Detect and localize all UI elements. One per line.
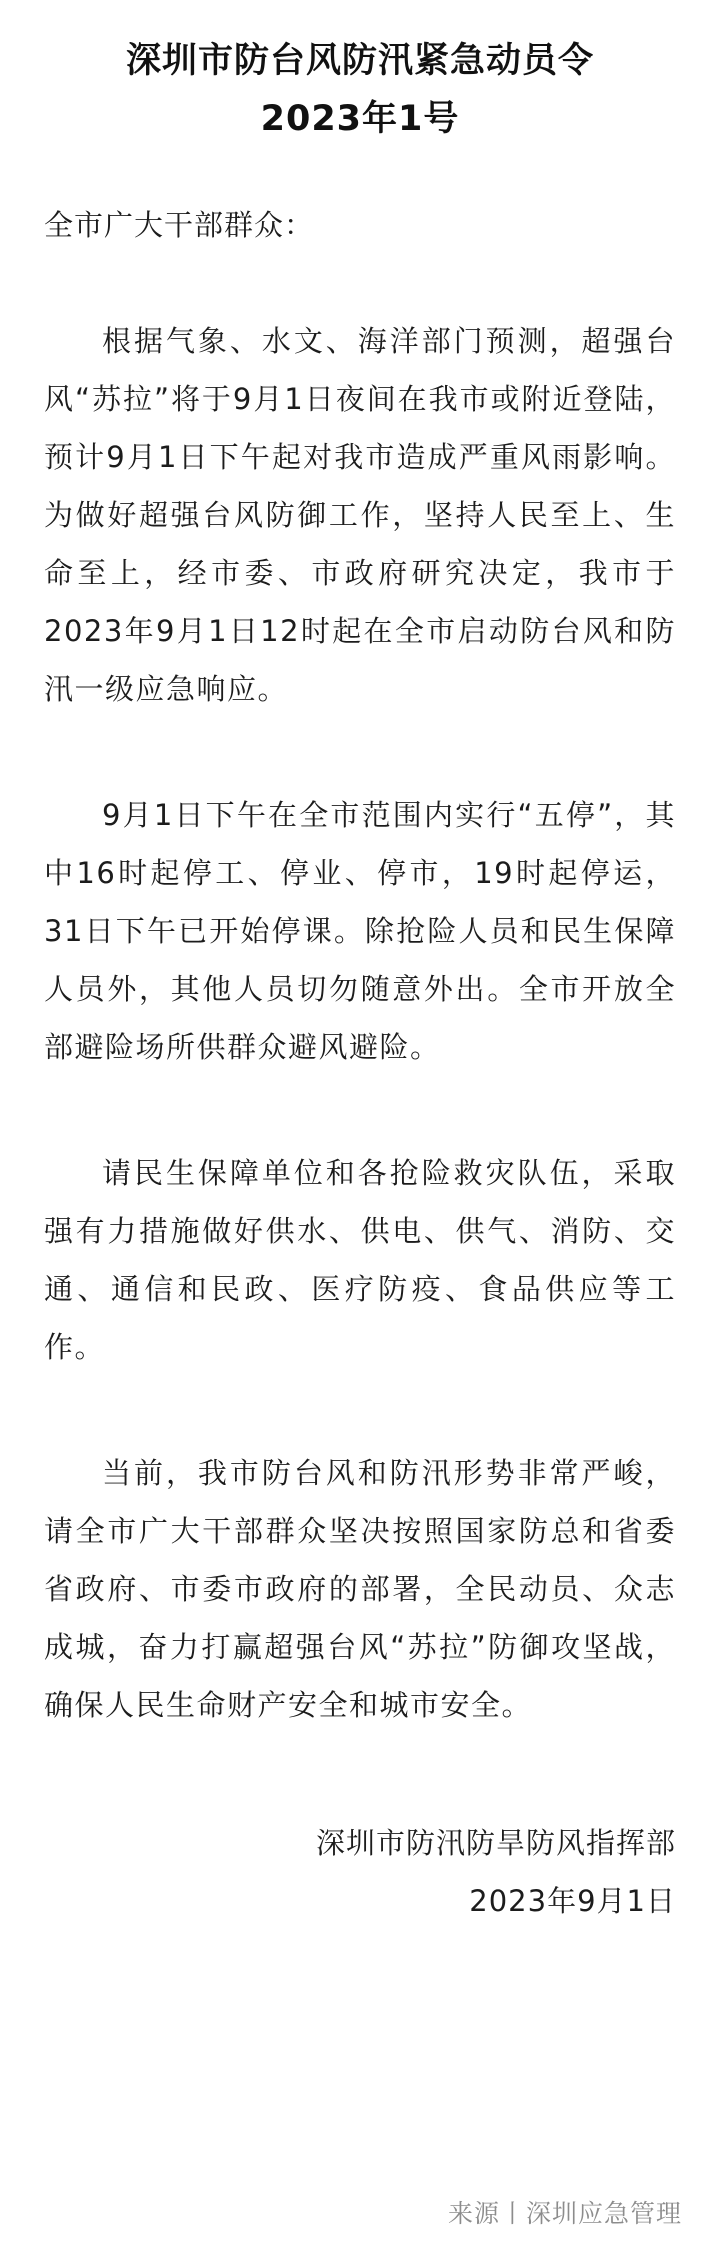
document-title: 深圳市防台风防汛紧急动员令 bbox=[125, 41, 594, 81]
document-number: 2023年1号 bbox=[260, 99, 460, 139]
signature-date: 2023年9月1日 bbox=[469, 1884, 676, 1918]
title-block bbox=[44, 0, 676, 148]
paragraph-2: 9月1日下午在全市范围内实行“五停”，其中16时起停工、停业、停市，19时起停运，31日下午已开始停课。除抢险人员和民生保障人员外，其他人员切勿随意外出。全市开放全部避险场所供群众避风避险。 bbox=[44, 798, 676, 1064]
paragraph-1: 根据气象、水文、海洋部门预测，超强台风“苏拉”将于9月1日夜间在我市或附近登陆，预计9月1日下午起对我市造成严重风雨影响。为做好超强台风防御工作，坚持人民至上、生命至上，经市委、市政府研究决定，我市于2023年9月1日12时起在全市启动防台风和防汛一级应急响应。 bbox=[44, 324, 676, 706]
signature-block bbox=[44, 1814, 676, 1930]
paragraph-3: 请民生保障单位和各抢险救灾队伍，采取强有力措施做好供水、供电、供气、消防、交通、通信和民政、医疗防疫、食品供应等工作。 bbox=[44, 1156, 676, 1364]
salutation: 全市广大干部群众： bbox=[44, 208, 315, 242]
signature-org: 深圳市防汛防旱防风指挥部 bbox=[315, 1826, 676, 1860]
paragraph-4: 当前，我市防台风和防汛形势非常严峻，请全市广大干部群众坚决按照国家防总和省委省政府、市委市政府的部署，全民动员、众志成城，奋力打赢超强台风“苏拉”防御攻坚战，确保人民生命财产安全和城市安全。 bbox=[44, 1456, 676, 1722]
source-credit: 来源丨深圳应急管理 bbox=[447, 2199, 682, 2228]
